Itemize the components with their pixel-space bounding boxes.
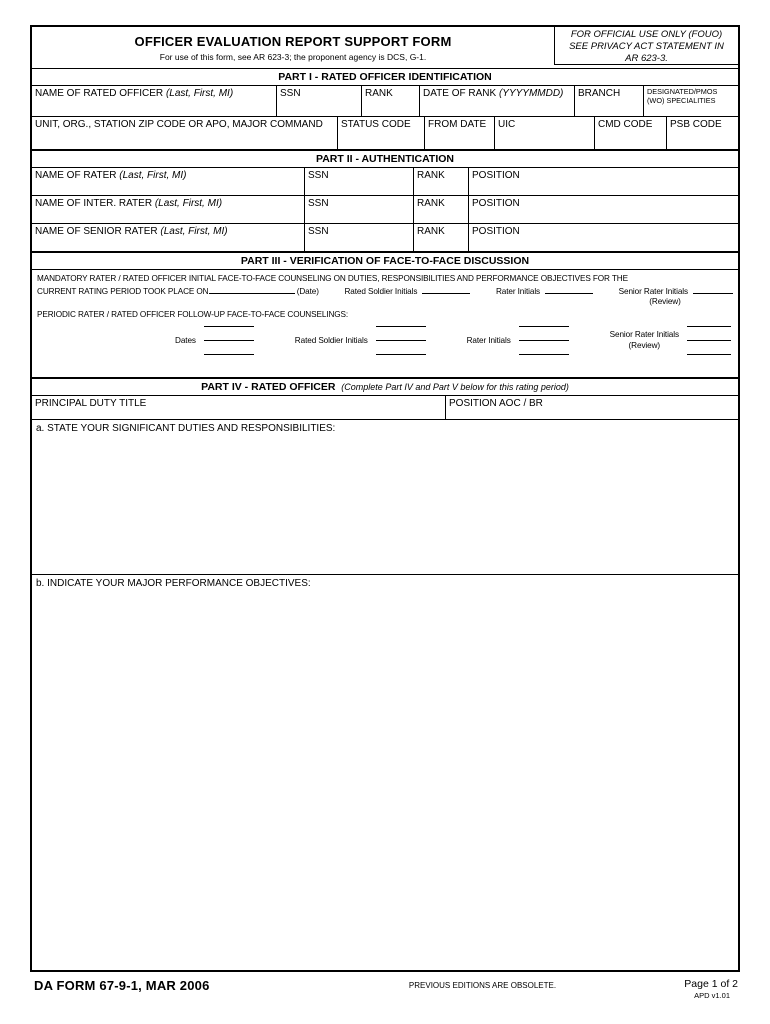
uic-field[interactable] [495,117,595,149]
periodic-dates-column [175,326,254,355]
periodic-senior-rater-initials-label-block [610,330,679,351]
senior-rater-row [32,224,738,252]
periodic-rater-initials-blank-1[interactable] [519,326,569,327]
fouo-notice [554,27,738,65]
mandatory-rated-soldier-initials-blank[interactable] [422,285,470,294]
psb-code-field[interactable] [667,117,738,149]
from-date-field[interactable] [425,117,495,149]
unit-org-label: UNIT, ORG., STATION ZIP CODE OR APO, MAJOR COMMAND [35,119,323,130]
part1-row2 [32,117,738,150]
form-subtitle: For use of this form, see AR 623-3; the proponent agency is DCS, G-1. [159,52,427,62]
periodic-rater-initials-column [467,326,569,355]
rated-officer-name-field[interactable] [32,86,277,116]
form-header [32,27,738,69]
mandatory-counseling-line1: MANDATORY RATER / RATED OFFICER INITIAL FACE-TO-FACE COUNSELING ON DUTIES, RESPONSIBILITIES AND PERFORMANCE OBJECTIVES FOR THE [37,274,628,283]
part2-heading: PART II - AUTHENTICATION [32,150,738,168]
performance-objectives-label: b. INDICATE YOUR MAJOR PERFORMANCE OBJECTIVES: [36,578,311,589]
rated-officer-name-label: NAME OF RATED OFFICER [35,88,164,99]
page-indicator [645,978,740,1000]
mandatory-review-note: (Review) [649,297,681,306]
status-code-label: STATUS CODE [341,119,411,130]
status-code-field[interactable] [338,117,425,149]
senior-rater-name-note: (Last, First, MI) [160,226,228,237]
rated-officer-rank-field[interactable] [362,86,420,116]
title-cell [32,27,554,68]
periodic-rated-soldier-initials-blanks [376,326,426,355]
rater-name-label: NAME OF RATER [35,170,117,181]
periodic-senior-rater-initials-label: Senior Rater Initials [609,329,679,339]
rater-position-label: POSITION [472,170,520,181]
inter-rater-name-field[interactable] [32,196,305,223]
ssn-label: SSN [280,88,301,99]
rater-name-note: (Last, First, MI) [119,170,187,181]
part1-row1 [32,86,738,117]
mandatory-senior-rater-initials-label: Senior Rater Initials [618,287,688,296]
rater-name-field[interactable] [32,168,305,195]
inter-rater-name-label: NAME OF INTER. RATER [35,198,153,209]
branch-label: BRANCH [578,88,621,99]
mandatory-rated-soldier-initials-label: Rated Soldier Initials [344,287,418,296]
fouo-line2: SEE PRIVACY ACT STATEMENT IN [569,41,724,53]
senior-rater-rank-label: RANK [417,226,445,237]
psb-code-label: PSB CODE [670,119,722,130]
rater-rank-field[interactable] [414,168,469,195]
inter-rater-position-label: POSITION [472,198,520,209]
date-of-rank-label: DATE OF RANK [423,88,497,99]
periodic-senior-rater-initials-blank-2[interactable] [687,340,731,341]
periodic-rater-initials-label: Rater Initials [466,336,511,345]
form-footer [30,978,740,1000]
designated-pmos-field[interactable] [644,86,738,116]
mandatory-date-blank[interactable] [209,285,295,294]
periodic-dates-label: Dates [175,336,196,345]
part4-duty-row [32,396,738,420]
form-number: DA FORM 67-9-1, MAR 2006 [34,978,210,993]
rank-label: RANK [365,88,393,99]
inter-rater-rank-field[interactable] [414,196,469,223]
unit-org-field[interactable] [32,117,338,149]
from-date-label: FROM DATE [428,119,487,130]
senior-rater-ssn-label: SSN [308,226,329,237]
cmd-code-field[interactable] [595,117,667,149]
inter-rater-rank-label: RANK [417,198,445,209]
senior-rater-rank-field[interactable] [414,224,469,251]
principal-duty-title-label: PRINCIPAL DUTY TITLE [35,398,147,409]
senior-rater-ssn-field[interactable] [305,224,414,251]
apd-version: APD v1.01 [694,991,730,1000]
uic-label: UIC [498,119,516,130]
inter-rater-position-field[interactable] [469,196,738,223]
form-title: OFFICER EVALUATION REPORT SUPPORT FORM [134,34,452,49]
part4-heading-band [32,378,738,396]
rater-row [32,168,738,196]
date-of-rank-note: (YYYYMMDD) [498,88,564,99]
senior-rater-position-label: POSITION [472,226,520,237]
cmd-code-label: CMD CODE [598,119,653,130]
mandatory-senior-rater-initials-group [619,285,733,296]
periodic-rated-soldier-initials-column [295,326,426,355]
rated-officer-ssn-field[interactable] [277,86,362,116]
periodic-counseling-grid [37,326,733,355]
inter-rater-ssn-label: SSN [308,198,329,209]
periodic-date-blank-3[interactable] [204,354,254,355]
mandatory-senior-rater-initials-blank[interactable] [693,285,733,294]
mandatory-counseling-line2 [37,285,733,296]
rater-rank-label: RANK [417,170,445,181]
periodic-rated-soldier-initials-label: Rated Soldier Initials [294,336,368,345]
periodic-date-blank-2[interactable] [204,340,254,341]
da-form-67-9-1 [30,25,740,972]
rater-ssn-field[interactable] [305,168,414,195]
designated-pmos-label: DESIGNATED/PMOS [647,87,718,96]
branch-field[interactable] [575,86,644,116]
mandatory-line2-group-date [37,285,319,296]
rater-ssn-label: SSN [308,170,329,181]
part4-heading-note: (Complete Part IV and Part V below for this rating period) [341,382,569,392]
fouo-line3: AR 623-3. [625,53,668,65]
part1-heading: PART I - RATED OFFICER IDENTIFICATION [32,69,738,86]
rated-officer-name-note: (Last, First, MI) [165,88,234,99]
periodic-review-note: (Review) [628,340,661,350]
principal-duty-title-field[interactable] [32,396,446,419]
duties-responsibilities-label: a. STATE YOUR SIGNIFICANT DUTIES AND RESPONSIBILITIES: [36,423,336,434]
periodic-counseling-heading: PERIODIC RATER / RATED OFFICER FOLLOW-UP FACE-TO-FACE COUNSELINGS: [37,310,349,319]
part3-content [32,270,738,378]
designated-pmos-label2: (WO) SPECIALITIES [647,95,716,105]
senior-rater-position-field[interactable] [469,224,738,251]
periodic-senior-rater-initials-column [610,326,731,355]
mandatory-rater-initials-blank[interactable] [545,285,593,294]
periodic-senior-rater-initials-blanks [687,326,731,355]
mandatory-rated-soldier-initials-group [344,285,470,296]
periodic-rater-initials-blank-3[interactable] [519,354,569,355]
part4-heading: PART IV - RATED OFFICER [201,381,336,393]
obsolete-note: PREVIOUS EDITIONS ARE OBSOLETE. [408,981,557,990]
senior-rater-name-field[interactable] [32,224,305,251]
mandatory-rater-initials-label: Rater Initials [495,287,541,296]
position-aoc-br-field[interactable] [446,396,738,419]
date-of-rank-field[interactable] [420,86,575,116]
date-note: (Date) [296,287,319,296]
intermediate-rater-row [32,196,738,224]
periodic-date-blank-1[interactable] [204,326,254,327]
periodic-senior-rater-initials-blank-3[interactable] [687,354,731,355]
rater-position-field[interactable] [469,168,738,195]
mandatory-rater-initials-group [496,285,593,296]
part3-heading: PART III - VERIFICATION OF FACE-TO-FACE DISCUSSION [32,252,738,270]
inter-rater-ssn-field[interactable] [305,196,414,223]
performance-objectives-field[interactable] [32,575,738,970]
periodic-rated-soldier-initials-blank-2[interactable] [376,340,426,341]
senior-rater-name-label: NAME OF SENIOR RATER [35,226,158,237]
took-place-on-label: CURRENT RATING PERIOD TOOK PLACE ON [37,287,209,296]
periodic-rater-initials-blanks [519,326,569,355]
periodic-rater-initials-blank-2[interactable] [519,340,569,341]
page-number: Page 1 of 2 [684,978,738,990]
periodic-rated-soldier-initials-blank-3[interactable] [376,354,426,355]
inter-rater-name-note: (Last, First, MI) [154,198,223,209]
periodic-rated-soldier-initials-blank-1[interactable] [376,326,426,327]
position-aoc-br-label: POSITION AOC / BR [449,398,543,409]
duties-responsibilities-field[interactable] [32,420,738,575]
periodic-senior-rater-initials-blank-1[interactable] [687,326,731,327]
periodic-dates-blanks [204,326,254,355]
fouo-line1: FOR OFFICIAL USE ONLY (FOUO) [570,29,723,40]
